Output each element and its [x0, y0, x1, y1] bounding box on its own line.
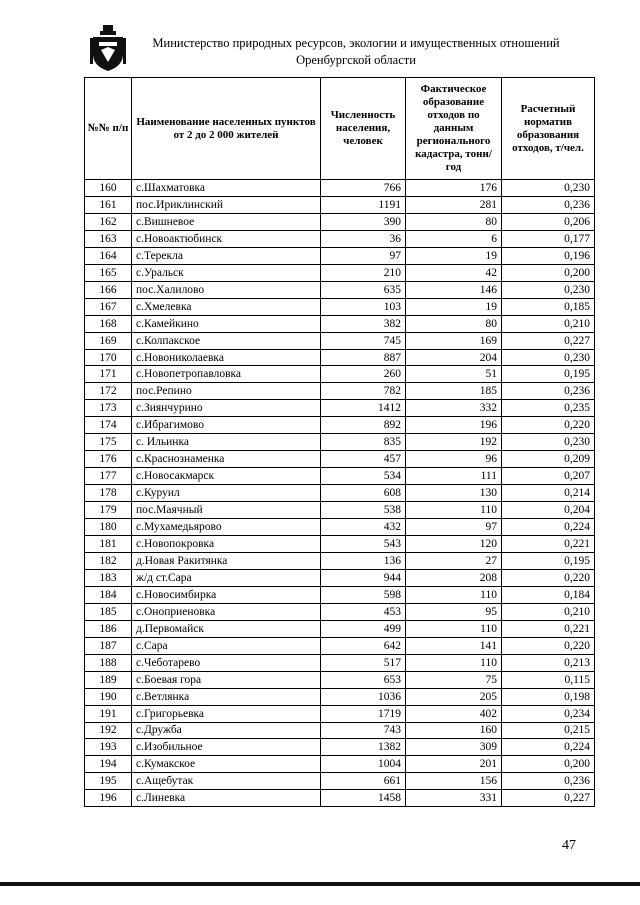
settlement-name-cell: с.Григорьевка — [132, 705, 321, 722]
waste-norm-cell: 0,230 — [502, 434, 595, 451]
waste-norm-cell: 0,227 — [502, 332, 595, 349]
table-row — [85, 434, 595, 451]
waste-norm-cell: 0,184 — [502, 586, 595, 603]
actual-waste-cell: 80 — [406, 315, 502, 332]
waste-norm-cell: 0,209 — [502, 451, 595, 468]
waste-norm-cell: 0,230 — [502, 281, 595, 298]
row-number-cell: 173 — [85, 400, 132, 417]
row-number-cell: 182 — [85, 552, 132, 569]
row-number-cell: 168 — [85, 315, 132, 332]
table-row — [85, 264, 595, 281]
population-cell: 743 — [321, 722, 406, 739]
population-cell: 538 — [321, 502, 406, 519]
actual-waste-cell: 19 — [406, 298, 502, 315]
waste-norm-cell: 0,200 — [502, 756, 595, 773]
column-header-settlement: Наименование населенных пунктов от 2 до 2 000 жителей — [132, 78, 321, 180]
actual-waste-cell: 80 — [406, 213, 502, 230]
table-row — [85, 519, 595, 536]
row-number-cell: 164 — [85, 247, 132, 264]
population-cell: 1191 — [321, 196, 406, 213]
actual-waste-cell: 27 — [406, 552, 502, 569]
settlement-name-cell: д.Первомайск — [132, 620, 321, 637]
column-header-actual-waste: Фактическое образование отходов по данным регионального кадастра, тонн/год — [406, 78, 502, 180]
settlement-name-cell: с.Краснознаменка — [132, 451, 321, 468]
row-number-cell: 180 — [85, 519, 132, 536]
actual-waste-cell: 331 — [406, 790, 502, 807]
population-cell: 1719 — [321, 705, 406, 722]
waste-norm-cell: 0,220 — [502, 637, 595, 654]
settlement-name-cell: с.Ветлянка — [132, 688, 321, 705]
settlement-name-cell: с.Новопокровка — [132, 536, 321, 553]
population-cell: 653 — [321, 671, 406, 688]
population-cell: 36 — [321, 230, 406, 247]
waste-norm-cell: 0,235 — [502, 400, 595, 417]
settlement-name-cell: пос.Ириклинский — [132, 196, 321, 213]
waste-norm-cell: 0,236 — [502, 773, 595, 790]
settlement-name-cell: с.Шахматовка — [132, 180, 321, 197]
population-cell: 1036 — [321, 688, 406, 705]
actual-waste-cell: 141 — [406, 637, 502, 654]
row-number-cell: 174 — [85, 417, 132, 434]
waste-norms-table — [84, 77, 595, 807]
waste-norm-cell: 0,236 — [502, 383, 595, 400]
ministry-name: Министерство природных ресурсов, экологии и имущественных отношений — [152, 36, 560, 50]
actual-waste-cell: 196 — [406, 417, 502, 434]
settlement-name-cell: пос.Репино — [132, 383, 321, 400]
table-row — [85, 485, 595, 502]
table-row — [85, 654, 595, 671]
actual-waste-cell: 75 — [406, 671, 502, 688]
settlement-name-cell: с.Оноприеновка — [132, 603, 321, 620]
waste-norm-cell: 0,198 — [502, 688, 595, 705]
settlement-name-cell: с.Новосимбирка — [132, 586, 321, 603]
table-row — [85, 536, 595, 553]
settlement-name-cell: с.Вишневое — [132, 213, 321, 230]
row-number-cell: 176 — [85, 451, 132, 468]
settlement-name-cell: с.Колпакское — [132, 332, 321, 349]
waste-norm-cell: 0,234 — [502, 705, 595, 722]
settlement-name-cell: с.Камейкино — [132, 315, 321, 332]
table-row — [85, 468, 595, 485]
settlement-name-cell: с.Новоактюбинск — [132, 230, 321, 247]
table-row — [85, 756, 595, 773]
actual-waste-cell: 96 — [406, 451, 502, 468]
settlement-name-cell: с.Изобильное — [132, 739, 321, 756]
population-cell: 892 — [321, 417, 406, 434]
actual-waste-cell: 169 — [406, 332, 502, 349]
waste-norm-cell: 0,221 — [502, 620, 595, 637]
waste-norm-cell: 0,220 — [502, 417, 595, 434]
actual-waste-cell: 95 — [406, 603, 502, 620]
settlement-name-cell: с.Дружба — [132, 722, 321, 739]
waste-norm-cell: 0,195 — [502, 552, 595, 569]
table-row — [85, 705, 595, 722]
row-number-cell: 196 — [85, 790, 132, 807]
actual-waste-cell: 160 — [406, 722, 502, 739]
actual-waste-cell: 42 — [406, 264, 502, 281]
waste-norm-cell: 0,220 — [502, 569, 595, 586]
population-cell: 103 — [321, 298, 406, 315]
settlement-name-cell: с.Терекла — [132, 247, 321, 264]
row-number-cell: 184 — [85, 586, 132, 603]
row-number-cell: 185 — [85, 603, 132, 620]
waste-norm-cell: 0,215 — [502, 722, 595, 739]
row-number-cell: 161 — [85, 196, 132, 213]
actual-waste-cell: 120 — [406, 536, 502, 553]
table-row — [85, 196, 595, 213]
settlement-name-cell: с.Сара — [132, 637, 321, 654]
population-cell: 1004 — [321, 756, 406, 773]
waste-norm-cell: 0,177 — [502, 230, 595, 247]
settlement-name-cell: с.Новопетропавловка — [132, 366, 321, 383]
row-number-cell: 183 — [85, 569, 132, 586]
waste-norm-cell: 0,185 — [502, 298, 595, 315]
row-number-cell: 166 — [85, 281, 132, 298]
row-number-cell: 179 — [85, 502, 132, 519]
table-header-row — [85, 78, 595, 180]
row-number-cell: 170 — [85, 349, 132, 366]
actual-waste-cell: 205 — [406, 688, 502, 705]
table-row — [85, 180, 595, 197]
population-cell: 517 — [321, 654, 406, 671]
table-row — [85, 332, 595, 349]
population-cell: 598 — [321, 586, 406, 603]
waste-norm-cell: 0,206 — [502, 213, 595, 230]
column-header-number: №№ п/п — [85, 78, 132, 180]
population-cell: 745 — [321, 332, 406, 349]
actual-waste-cell: 192 — [406, 434, 502, 451]
row-number-cell: 160 — [85, 180, 132, 197]
actual-waste-cell: 204 — [406, 349, 502, 366]
table-row — [85, 315, 595, 332]
settlement-name-cell: д.Новая Ракитянка — [132, 552, 321, 569]
row-number-cell: 190 — [85, 688, 132, 705]
table-row — [85, 400, 595, 417]
actual-waste-cell: 111 — [406, 468, 502, 485]
population-cell: 136 — [321, 552, 406, 569]
settlement-name-cell: с.Боевая гора — [132, 671, 321, 688]
row-number-cell: 162 — [85, 213, 132, 230]
waste-norm-cell: 0,207 — [502, 468, 595, 485]
settlement-name-cell: с.Куруил — [132, 485, 321, 502]
document-header — [136, 35, 576, 69]
population-cell: 661 — [321, 773, 406, 790]
waste-norm-cell: 0,214 — [502, 485, 595, 502]
actual-waste-cell: 332 — [406, 400, 502, 417]
waste-norm-cell: 0,221 — [502, 536, 595, 553]
table-row — [85, 281, 595, 298]
bottom-border-line — [0, 882, 640, 886]
row-number-cell: 163 — [85, 230, 132, 247]
row-number-cell: 193 — [85, 739, 132, 756]
row-number-cell: 192 — [85, 722, 132, 739]
actual-waste-cell: 208 — [406, 569, 502, 586]
population-cell: 835 — [321, 434, 406, 451]
table-row — [85, 349, 595, 366]
waste-norm-cell: 0,204 — [502, 502, 595, 519]
population-cell: 1382 — [321, 739, 406, 756]
population-cell: 635 — [321, 281, 406, 298]
actual-waste-cell: 185 — [406, 383, 502, 400]
waste-norm-cell: 0,210 — [502, 315, 595, 332]
settlement-name-cell: пос.Маячный — [132, 502, 321, 519]
settlement-name-cell: с.Чеботарево — [132, 654, 321, 671]
settlement-name-cell: с.Уральск — [132, 264, 321, 281]
waste-norm-cell: 0,230 — [502, 180, 595, 197]
settlement-name-cell: ж/д ст.Сара — [132, 569, 321, 586]
population-cell: 1458 — [321, 790, 406, 807]
table-row — [85, 790, 595, 807]
table-row — [85, 688, 595, 705]
population-cell: 766 — [321, 180, 406, 197]
population-cell: 382 — [321, 315, 406, 332]
waste-norm-cell: 0,227 — [502, 790, 595, 807]
waste-norm-cell: 0,230 — [502, 349, 595, 366]
row-number-cell: 186 — [85, 620, 132, 637]
table-row — [85, 671, 595, 688]
actual-waste-cell: 110 — [406, 502, 502, 519]
table-row — [85, 213, 595, 230]
settlement-name-cell: с.Ащебутак — [132, 773, 321, 790]
actual-waste-cell: 402 — [406, 705, 502, 722]
settlement-name-cell: с.Кумакское — [132, 756, 321, 773]
population-cell: 97 — [321, 247, 406, 264]
actual-waste-cell: 156 — [406, 773, 502, 790]
actual-waste-cell: 201 — [406, 756, 502, 773]
population-cell: 457 — [321, 451, 406, 468]
settlement-name-cell: с.Мухамедьярово — [132, 519, 321, 536]
waste-norm-cell: 0,213 — [502, 654, 595, 671]
waste-norm-cell: 0,210 — [502, 603, 595, 620]
row-number-cell: 177 — [85, 468, 132, 485]
actual-waste-cell: 176 — [406, 180, 502, 197]
population-cell: 432 — [321, 519, 406, 536]
actual-waste-cell: 309 — [406, 739, 502, 756]
settlement-name-cell: с.Линевка — [132, 790, 321, 807]
waste-norm-cell: 0,200 — [502, 264, 595, 281]
settlement-name-cell: с.Новониколаевка — [132, 349, 321, 366]
actual-waste-cell: 51 — [406, 366, 502, 383]
waste-norm-cell: 0,224 — [502, 519, 595, 536]
page-number: 47 — [562, 838, 576, 853]
population-cell: 499 — [321, 620, 406, 637]
population-cell: 534 — [321, 468, 406, 485]
settlement-name-cell: с. Ильинка — [132, 434, 321, 451]
actual-waste-cell: 110 — [406, 620, 502, 637]
actual-waste-cell: 110 — [406, 586, 502, 603]
population-cell: 782 — [321, 383, 406, 400]
population-cell: 944 — [321, 569, 406, 586]
coat-of-arms-icon — [90, 24, 126, 72]
row-number-cell: 171 — [85, 366, 132, 383]
row-number-cell: 178 — [85, 485, 132, 502]
actual-waste-cell: 146 — [406, 281, 502, 298]
waste-norm-cell: 0,196 — [502, 247, 595, 264]
population-cell: 453 — [321, 603, 406, 620]
settlement-name-cell: с.Хмелевка — [132, 298, 321, 315]
table-body — [85, 180, 595, 807]
row-number-cell: 187 — [85, 637, 132, 654]
population-cell: 390 — [321, 213, 406, 230]
table-row — [85, 417, 595, 434]
waste-norm-cell: 0,236 — [502, 196, 595, 213]
settlement-name-cell: с.Ибрагимово — [132, 417, 321, 434]
table-row — [85, 620, 595, 637]
settlement-name-cell: с.Зиянчурино — [132, 400, 321, 417]
actual-waste-cell: 97 — [406, 519, 502, 536]
row-number-cell: 189 — [85, 671, 132, 688]
table-row — [85, 247, 595, 264]
region-name: Оренбургской области — [296, 53, 416, 67]
actual-waste-cell: 19 — [406, 247, 502, 264]
actual-waste-cell: 6 — [406, 230, 502, 247]
population-cell: 543 — [321, 536, 406, 553]
column-header-norm: Расчетный норматив образования отходов, т/чел. — [502, 78, 595, 180]
table-row — [85, 230, 595, 247]
settlement-name-cell: с.Новосакмарск — [132, 468, 321, 485]
population-cell: 608 — [321, 485, 406, 502]
waste-norm-cell: 0,115 — [502, 671, 595, 688]
population-cell: 1412 — [321, 400, 406, 417]
population-cell: 642 — [321, 637, 406, 654]
row-number-cell: 165 — [85, 264, 132, 281]
table-row — [85, 569, 595, 586]
table-row — [85, 502, 595, 519]
actual-waste-cell: 281 — [406, 196, 502, 213]
table-row — [85, 383, 595, 400]
population-cell: 887 — [321, 349, 406, 366]
row-number-cell: 175 — [85, 434, 132, 451]
table-row — [85, 451, 595, 468]
actual-waste-cell: 130 — [406, 485, 502, 502]
row-number-cell: 181 — [85, 536, 132, 553]
waste-norm-cell: 0,195 — [502, 366, 595, 383]
table-row — [85, 366, 595, 383]
row-number-cell: 188 — [85, 654, 132, 671]
row-number-cell: 169 — [85, 332, 132, 349]
table-row — [85, 298, 595, 315]
waste-norm-cell: 0,224 — [502, 739, 595, 756]
column-header-population: Численность населения, человек — [321, 78, 406, 180]
table-row — [85, 552, 595, 569]
row-number-cell: 191 — [85, 705, 132, 722]
settlement-name-cell: пос.Халилово — [132, 281, 321, 298]
row-number-cell: 195 — [85, 773, 132, 790]
table-row — [85, 603, 595, 620]
row-number-cell: 167 — [85, 298, 132, 315]
population-cell: 260 — [321, 366, 406, 383]
table-row — [85, 773, 595, 790]
row-number-cell: 172 — [85, 383, 132, 400]
table-row — [85, 722, 595, 739]
actual-waste-cell: 110 — [406, 654, 502, 671]
table-row — [85, 739, 595, 756]
table-row — [85, 586, 595, 603]
table-row — [85, 637, 595, 654]
population-cell: 210 — [321, 264, 406, 281]
row-number-cell: 194 — [85, 756, 132, 773]
